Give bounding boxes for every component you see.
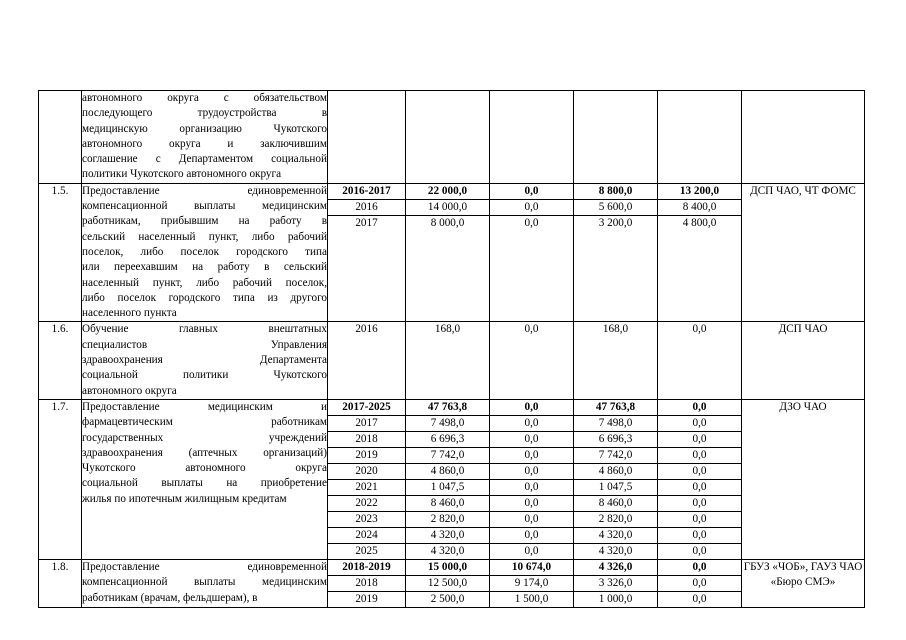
value-line: 6 696,3	[574, 431, 657, 447]
value-line: 10 674,0	[511, 560, 552, 573]
total-amount-cell	[406, 91, 490, 184]
description-line: здравоохранения (аптечных организаций)	[82, 446, 327, 459]
row-executor: ГБУЗ «ЧОБ», ГАУЗ ЧАО «Бюро СМЭ»	[742, 559, 865, 607]
description-line: политики Чукотского автономного округа	[82, 168, 282, 181]
value-line: 2020	[328, 463, 405, 479]
table-row	[39, 91, 865, 184]
description-line: фармацевтическим работникам	[82, 416, 327, 429]
federal-amount-cell	[490, 399, 574, 559]
description-line: медицинскую организацию Чукотского	[82, 122, 327, 135]
total-amount-cell	[406, 183, 490, 322]
value-line: 8 800,0	[598, 184, 633, 197]
description-line: Предоставление медицинским и	[82, 400, 327, 413]
row-executor: ДЗО ЧАО	[742, 399, 865, 559]
value-line: 2016-2017	[342, 184, 391, 197]
value-line: 2023	[328, 511, 405, 527]
description-line: социальной политики Чукотского	[82, 369, 327, 382]
table-row	[39, 183, 865, 322]
program-table	[38, 90, 865, 608]
description-line: автономного округа с обязательством	[82, 92, 327, 104]
description-line: автономного округа и заключившим	[82, 137, 327, 150]
description-line: населенный пункт, либо рабочий поселок,	[82, 276, 327, 289]
value-line: 0,0	[658, 495, 741, 511]
value-line: 4 320,0	[406, 543, 489, 559]
row-executor	[742, 91, 865, 184]
description-line: Предоставление единовременной	[82, 184, 327, 197]
value-line: 0,0	[658, 447, 741, 463]
regional-amount-cell	[574, 322, 658, 399]
description-line: жилья по ипотечным жилищным кредитам	[82, 492, 287, 505]
value-line: 2 820,0	[406, 511, 489, 527]
description-line: Чукотского автономного округа	[82, 462, 327, 475]
regional-amount-cell	[574, 183, 658, 322]
total-amount-cell	[406, 399, 490, 559]
row-description	[82, 322, 328, 399]
value-line: 4 860,0	[406, 463, 489, 479]
value-line: 2018	[328, 431, 405, 447]
description-line: Обучение главных внештатных	[82, 323, 327, 336]
value-line: 4 320,0	[574, 543, 657, 559]
value-line: 0,0	[692, 560, 707, 573]
value-line: 13 200,0	[679, 184, 720, 197]
period-cell	[328, 559, 406, 607]
table-row	[39, 559, 865, 607]
row-number: 1.6.	[39, 322, 82, 399]
period-cell	[328, 399, 406, 559]
value-line: 7 498,0	[574, 415, 657, 431]
value-line: 8 400,0	[658, 199, 741, 215]
row-description	[82, 183, 328, 322]
value-line: 2024	[328, 527, 405, 543]
value-line: 2016	[355, 323, 378, 336]
other-amount-cell	[658, 183, 742, 322]
value-line: 2025	[328, 543, 405, 559]
value-line: 4 800,0	[658, 215, 741, 231]
value-line: 7 742,0	[406, 447, 489, 463]
value-line: 4 320,0	[574, 527, 657, 543]
value-line: 0,0	[524, 400, 539, 413]
value-line: 2017	[328, 215, 405, 231]
value-line: 14 000,0	[406, 199, 489, 215]
row-executor: ДСП ЧАО, ЧТ ФОМС	[742, 183, 865, 322]
description-line: соглашение с Департаментом социальной	[82, 153, 327, 166]
value-line: 0,0	[490, 431, 573, 447]
table-row	[39, 399, 865, 559]
description-line: сельский населенный пункт, либо рабочий	[82, 230, 327, 243]
row-number: 1.7.	[39, 399, 82, 559]
regional-amount-cell	[574, 559, 658, 607]
value-line: 1 500,0	[490, 591, 573, 607]
value-line: 0,0	[658, 575, 741, 591]
value-line: 0,0	[692, 400, 707, 413]
total-amount-cell	[406, 559, 490, 607]
value-line: 15 000,0	[427, 560, 468, 573]
description-line: поселок, либо поселок городского типа	[82, 245, 327, 258]
value-line: 12 500,0	[406, 575, 489, 591]
row-executor: ДСП ЧАО	[742, 322, 865, 399]
value-line: 2017-2025	[342, 400, 391, 413]
period-cell	[328, 183, 406, 322]
value-line: 0,0	[692, 323, 707, 336]
federal-amount-cell	[490, 183, 574, 322]
value-line: 1 047,5	[406, 479, 489, 495]
description-line: автономного округа	[82, 384, 177, 397]
value-line: 2 820,0	[574, 511, 657, 527]
value-line: 2019	[328, 447, 405, 463]
value-line: 3 200,0	[574, 215, 657, 231]
value-line: 4 326,0	[598, 560, 633, 573]
value-line: 1 000,0	[574, 591, 657, 607]
value-line: 0,0	[490, 527, 573, 543]
table-body	[39, 91, 865, 608]
period-cell	[328, 322, 406, 399]
regional-amount-cell	[574, 91, 658, 184]
value-line: 0,0	[658, 543, 741, 559]
value-line: 9 174,0	[490, 575, 573, 591]
other-amount-cell	[658, 399, 742, 559]
description-line: или переехавшим на работу в сельский	[82, 261, 327, 274]
value-line: 168,0	[602, 323, 629, 336]
row-description	[82, 91, 328, 184]
value-line: 22 000,0	[427, 184, 468, 197]
row-number: 1.8.	[39, 559, 82, 607]
other-amount-cell	[658, 322, 742, 399]
value-line: 0,0	[658, 591, 741, 607]
row-description	[82, 399, 328, 559]
value-line: 2016	[328, 199, 405, 215]
period-cell	[328, 91, 406, 184]
value-line: 0,0	[490, 511, 573, 527]
value-line: 47 763,8	[427, 400, 468, 413]
value-line: 7 742,0	[574, 447, 657, 463]
value-line: 0,0	[490, 199, 573, 215]
value-line: 0,0	[490, 495, 573, 511]
value-line: 2019	[328, 591, 405, 607]
value-line: 6 696,3	[406, 431, 489, 447]
other-amount-cell	[658, 559, 742, 607]
value-line: 47 763,8	[595, 400, 636, 413]
description-line: социальной выплаты на приобретение	[82, 477, 327, 490]
other-amount-cell	[658, 91, 742, 184]
value-line: 8 460,0	[406, 495, 489, 511]
value-line: 0,0	[658, 511, 741, 527]
value-line: 4 320,0	[406, 527, 489, 543]
value-line: 0,0	[658, 415, 741, 431]
total-amount-cell	[406, 322, 490, 399]
description-line: последующего трудоустройства в	[82, 107, 327, 120]
description-line: населенного пункта	[82, 307, 177, 320]
federal-amount-cell	[490, 322, 574, 399]
federal-amount-cell	[490, 559, 574, 607]
value-line: 8 000,0	[406, 215, 489, 231]
value-line: 0,0	[524, 323, 539, 336]
value-line: 4 860,0	[574, 463, 657, 479]
row-description	[82, 559, 328, 607]
value-line: 0,0	[658, 527, 741, 543]
row-number: 1.5.	[39, 183, 82, 322]
value-line: 0,0	[658, 431, 741, 447]
value-line: 2 500,0	[406, 591, 489, 607]
value-line: 0,0	[490, 463, 573, 479]
table-row	[39, 322, 865, 399]
description-line: Предоставление единовременной	[82, 560, 327, 573]
value-line: 2018-2019	[342, 560, 391, 573]
value-line: 0,0	[490, 479, 573, 495]
value-line: 168,0	[434, 323, 461, 336]
value-line: 7 498,0	[406, 415, 489, 431]
value-line: 5 600,0	[574, 199, 657, 215]
value-line: 0,0	[490, 215, 573, 231]
value-line: 3 326,0	[574, 575, 657, 591]
description-line: здравоохранения Департамента	[82, 354, 327, 367]
value-line: 2021	[328, 479, 405, 495]
value-line: 0,0	[658, 463, 741, 479]
value-line: 1 047,5	[574, 479, 657, 495]
value-line: 2017	[328, 415, 405, 431]
description-line: либо поселок городского типа из другого	[82, 291, 327, 304]
description-line: работникам (врачам, фельдшерам), в	[82, 591, 258, 604]
description-line: компенсационной выплаты медицинским	[82, 576, 327, 589]
description-line: компенсационной выплаты медицинским	[82, 200, 327, 213]
federal-amount-cell	[490, 91, 574, 184]
value-line: 0,0	[490, 447, 573, 463]
description-line: государственных учреждений	[82, 431, 327, 444]
value-line: 8 460,0	[574, 495, 657, 511]
description-line: специалистов Управления	[82, 338, 327, 351]
value-line: 0,0	[658, 479, 741, 495]
value-line: 0,0	[490, 415, 573, 431]
value-line: 2022	[328, 495, 405, 511]
value-line: 0,0	[490, 543, 573, 559]
regional-amount-cell	[574, 399, 658, 559]
description-line: работникам, прибывшим на работу в	[82, 215, 327, 228]
value-line: 0,0	[524, 184, 539, 197]
row-number	[39, 91, 82, 184]
value-line: 2018	[328, 575, 405, 591]
